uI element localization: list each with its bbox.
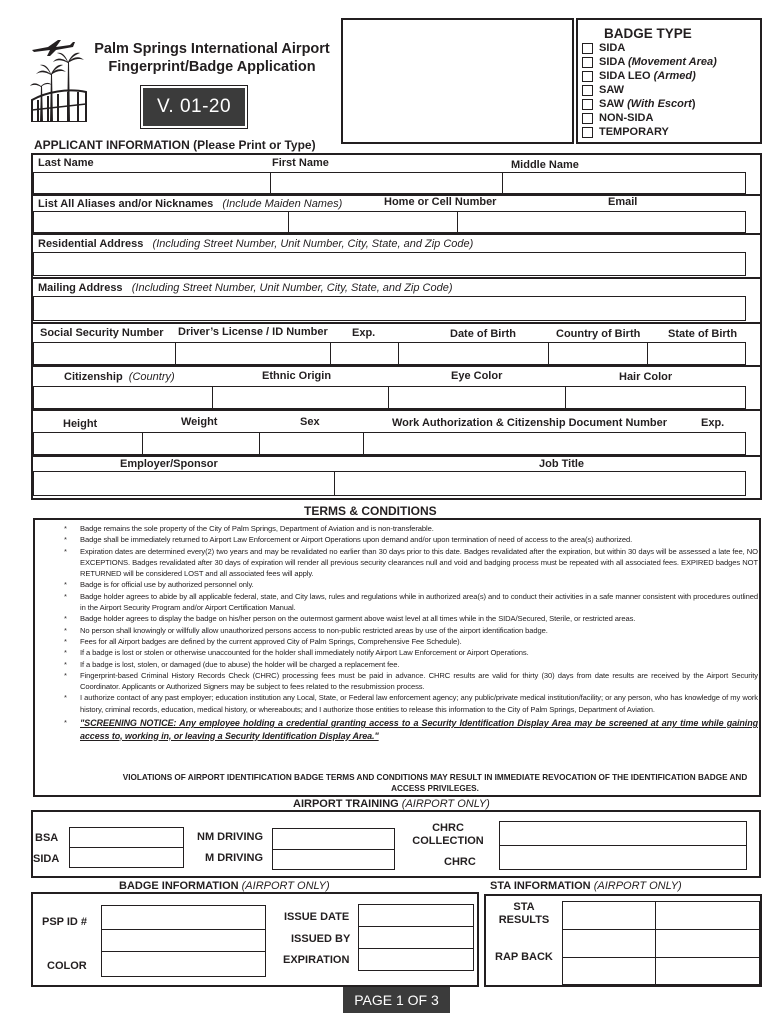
rap-back-field-3[interactable] bbox=[562, 957, 656, 985]
terms-heading: TERMS & CONDITIONS bbox=[304, 504, 437, 518]
state-birth-label: State of Birth bbox=[668, 328, 738, 340]
term-item: * Fingerprint-based Criminal History Records Check (CHRC) processing fees must be paid in advance. CHRC results are valid for thirty (30) days from date results are received by the Airport Security Coordinator. Applicants or Authorized Signers may be subject to fees related to the resubmission process. bbox=[64, 670, 758, 692]
sida-label: SIDA bbox=[33, 853, 60, 865]
sta-results-field-1[interactable] bbox=[562, 901, 656, 930]
rap-back-field-1[interactable] bbox=[562, 929, 656, 958]
sex-field[interactable] bbox=[259, 432, 364, 455]
rap-back-label: RAP BACK bbox=[495, 951, 553, 963]
sex-label: Sex bbox=[300, 416, 320, 428]
last-name-field[interactable] bbox=[33, 172, 271, 194]
violations-notice: VIOLATIONS OF AIRPORT IDENTIFICATION BADGE TERMS AND CONDITIONS MAY RESULT IN IMMEDIATE REVOCATION OF THE IDENTIFICATION BADGE AND ACCESS PRIVILEGES. bbox=[122, 773, 748, 793]
term-item: * Fees for all Airport badges are defined by the current approved City of Palm Springs, Comprehensive Fee Schedule). bbox=[64, 636, 462, 646]
weight-label: Weight bbox=[181, 416, 218, 428]
phone-label: Home or Cell Number bbox=[384, 196, 497, 208]
m-driving-label: M DRIVING bbox=[205, 852, 264, 864]
exp2-label: Exp. bbox=[701, 417, 725, 429]
ethnic-field[interactable] bbox=[212, 386, 389, 409]
hair-field[interactable] bbox=[565, 386, 746, 409]
mailing-address-field[interactable] bbox=[33, 296, 746, 321]
chrc-field[interactable] bbox=[499, 845, 747, 870]
job-title-field[interactable] bbox=[334, 471, 746, 496]
exp-field[interactable] bbox=[330, 342, 399, 365]
nm-driving-field[interactable] bbox=[272, 828, 395, 850]
aliases-label: List All Aliases and/or Nicknames (Include Maiden Names) bbox=[38, 198, 343, 210]
dl-label: Driver’s License / ID Number bbox=[178, 326, 328, 338]
height-label: Height bbox=[63, 418, 98, 430]
chrc-collection-label: CHRC COLLECTION bbox=[412, 822, 484, 847]
badge-option-temporary[interactable]: TEMPORARY bbox=[582, 126, 669, 138]
sta-info-heading: STA INFORMATION (AIRPORT ONLY) bbox=[490, 880, 682, 892]
last-name-label: Last Name bbox=[38, 157, 94, 169]
psp-id-field[interactable] bbox=[101, 905, 266, 930]
term-item: * If a badge is lost or stolen or otherwise unaccounted for the holder shall immediately notify Airport Law Enforcement or Airport Operations. bbox=[64, 648, 529, 658]
eye-field[interactable] bbox=[388, 386, 566, 409]
badge-info-heading: BADGE INFORMATION (AIRPORT ONLY) bbox=[119, 880, 330, 892]
email-field[interactable] bbox=[457, 211, 746, 233]
divider bbox=[31, 233, 762, 235]
rap-back-field-2[interactable] bbox=[655, 929, 760, 958]
training-heading: AIRPORT TRAINING (AIRPORT ONLY) bbox=[293, 798, 490, 810]
divider bbox=[31, 277, 762, 279]
ethnic-label: Ethnic Origin bbox=[262, 370, 332, 382]
expiration-label: EXPIRATION bbox=[283, 954, 350, 966]
sta-results-label: STA RESULTS bbox=[498, 901, 550, 926]
issued-by-label: ISSUED BY bbox=[291, 933, 351, 945]
badge-option-non-sida[interactable]: NON-SIDA bbox=[582, 112, 653, 124]
version-badge bbox=[140, 85, 248, 129]
issued-by-field[interactable] bbox=[358, 926, 474, 949]
term-item: * Badge shall be immediately returned to Airport Law Enforcement or Airport Operations upon demand and/or upon termination of need of access to the area(s) authorized. bbox=[64, 535, 633, 545]
first-name-label: First Name bbox=[272, 157, 329, 169]
hair-label: Hair Color bbox=[619, 371, 673, 383]
checkbox[interactable] bbox=[582, 43, 593, 54]
color-label: COLOR bbox=[47, 960, 87, 972]
checkbox[interactable] bbox=[582, 99, 593, 110]
sta-results-field-2[interactable] bbox=[655, 901, 760, 930]
middle-name-label: Middle Name bbox=[511, 159, 579, 171]
divider bbox=[31, 322, 762, 324]
citizenship-field[interactable] bbox=[33, 386, 213, 409]
bsa-field[interactable] bbox=[69, 827, 184, 848]
mailing-label: Mailing Address (Including Street Number, Unit Number, City, State, and Zip Code) bbox=[38, 282, 453, 294]
term-item: * Badge remains the sole property of the City of Palm Springs, Department of Aviation and is non-transferable. bbox=[64, 524, 434, 533]
terms-list bbox=[36, 523, 758, 742]
psp-id-label: PSP ID # bbox=[42, 916, 88, 928]
psp-id-field-2[interactable] bbox=[101, 929, 266, 952]
rap-back-field-4[interactable] bbox=[655, 957, 760, 985]
middle-name-field[interactable] bbox=[502, 172, 746, 194]
dob-label: Date of Birth bbox=[450, 328, 516, 340]
residential-label: Residential Address (Including Street Number, Unit Number, City, State, and Zip Code) bbox=[38, 238, 474, 250]
badge-option-saw-escort[interactable]: SAW (With Escort ) bbox=[582, 98, 695, 110]
residential-address-field[interactable] bbox=[33, 252, 746, 276]
term-item: * Badge holder agrees to display the badge on his/her person on the outermost garment above waist level at all times while in the SIDA/Secured, Sterile, or restricted areas. bbox=[64, 614, 636, 624]
term-item: * Badge is for official use by authorized personnel only. bbox=[64, 580, 254, 590]
checkbox[interactable] bbox=[582, 127, 593, 138]
applicant-heading: APPLICANT INFORMATION (Please Print or Type) bbox=[34, 138, 316, 152]
country-birth-label: Country of Birth bbox=[556, 328, 641, 340]
version-label: V. 01-20 bbox=[143, 88, 245, 126]
color-field[interactable] bbox=[101, 951, 266, 977]
badge-option-sida[interactable]: SIDA bbox=[582, 42, 625, 54]
weight-field[interactable] bbox=[142, 432, 260, 455]
citizenship-label: Citizenship (Country) bbox=[64, 371, 175, 383]
term-item: * No person shall knowingly or willfully allow unauthorized persons access to non-public restricted areas by use of the airport identification badge. bbox=[64, 625, 548, 635]
badge-option-sida-movement[interactable]: SIDA (Movement Area) bbox=[582, 56, 717, 68]
chrc-collection-field[interactable] bbox=[499, 821, 747, 846]
work-auth-label: Work Authorization & Citizenship Document Number bbox=[392, 417, 668, 429]
bsa-label: BSA bbox=[35, 832, 59, 844]
country-birth-field[interactable] bbox=[548, 342, 648, 365]
divider bbox=[31, 365, 762, 367]
badge-option-sida-leo[interactable]: SIDA LEO (Armed) bbox=[582, 70, 696, 82]
job-title-label: Job Title bbox=[539, 458, 585, 470]
height-field[interactable] bbox=[33, 432, 143, 455]
screening-notice: * "SCREENING NOTICE: Any employee holding a credential granting access to a Security Identification Display Area may be screened at any time while gaining access to, working in, or leaving a Security Identification Display Area." bbox=[64, 718, 758, 741]
term-item: * Badge holder agrees to abide by all applicable federal, state, and City laws, rules and regulations while in authorized area(s) and to conduct their activities in a safe manner consistent with procedures outlined in the Airport Security Program and/or Airport Certification Manual. bbox=[64, 591, 758, 613]
eye-label: Eye Color bbox=[451, 370, 503, 382]
divider bbox=[31, 409, 762, 411]
divider bbox=[31, 455, 762, 457]
chrc-label: CHRC bbox=[444, 856, 476, 868]
first-name-field[interactable] bbox=[270, 172, 503, 194]
airport-name: Palm Springs International Airport bbox=[94, 41, 330, 57]
term-item: * I authorize contact of any past employer; education institution any Local, State, or Federal law enforcement agency; any public/private medical institution/facility; or any person, who has knowledge of my work history, criminal records, education, medical history, or whereabouts; and I authorize those entities to release this information to the City of Palm Springs, Department of Aviation. bbox=[64, 693, 758, 714]
photo-box bbox=[341, 18, 574, 144]
m-driving-field[interactable] bbox=[272, 849, 395, 870]
checkbox[interactable] bbox=[582, 85, 593, 96]
employer-label: Employer/Sponsor bbox=[120, 458, 218, 470]
issue-date-label: ISSUE DATE bbox=[284, 911, 350, 923]
form-title: Fingerprint/Badge Application bbox=[108, 59, 316, 75]
issue-date-field[interactable] bbox=[358, 904, 474, 927]
phone-field[interactable] bbox=[288, 211, 458, 233]
ssn-field[interactable] bbox=[33, 342, 176, 365]
ssn-label: Social Security Number bbox=[40, 327, 164, 339]
expiration-field[interactable] bbox=[358, 948, 474, 971]
badge-option-saw[interactable]: SAW bbox=[582, 84, 624, 96]
page-indicator: PAGE 1 OF 3 bbox=[343, 987, 450, 1013]
exp-label: Exp. bbox=[352, 327, 376, 339]
palm-tree-plane-logo-icon bbox=[28, 36, 90, 122]
sida-field[interactable] bbox=[69, 847, 184, 868]
aliases-field[interactable] bbox=[33, 211, 289, 233]
term-item: * Expiration dates are determined every(2) two years and may be revalidated no earlier than 30 days prior to this date. Badges revalidated after the expiration, but within 30 days will be assessed a late fee, NO EXCEPTIONS. Badges revalidated after 30 days of expiration will render all previous security clearances null and void and badging process must be repeated with all associated fees. EXPIRED badges NOT RETURNED will be considered LOST and all associated fees will apply. bbox=[64, 546, 758, 579]
dob-field[interactable] bbox=[398, 342, 549, 365]
dl-field[interactable] bbox=[175, 342, 331, 365]
checkbox[interactable] bbox=[582, 57, 593, 68]
work-auth-field[interactable] bbox=[363, 432, 746, 455]
nm-driving-label: NM DRIVING bbox=[197, 831, 263, 843]
airport-logo bbox=[28, 36, 90, 122]
checkbox[interactable] bbox=[582, 71, 593, 82]
state-birth-field[interactable] bbox=[647, 342, 746, 365]
employer-field[interactable] bbox=[33, 471, 335, 496]
term-item: * If a badge is lost, stolen, or damaged (due to abuse) the holder will be charged a replacement fee. bbox=[64, 659, 400, 669]
email-label: Email bbox=[608, 196, 638, 208]
badge-type-heading: BADGE TYPE bbox=[604, 26, 692, 41]
checkbox[interactable] bbox=[582, 113, 593, 124]
